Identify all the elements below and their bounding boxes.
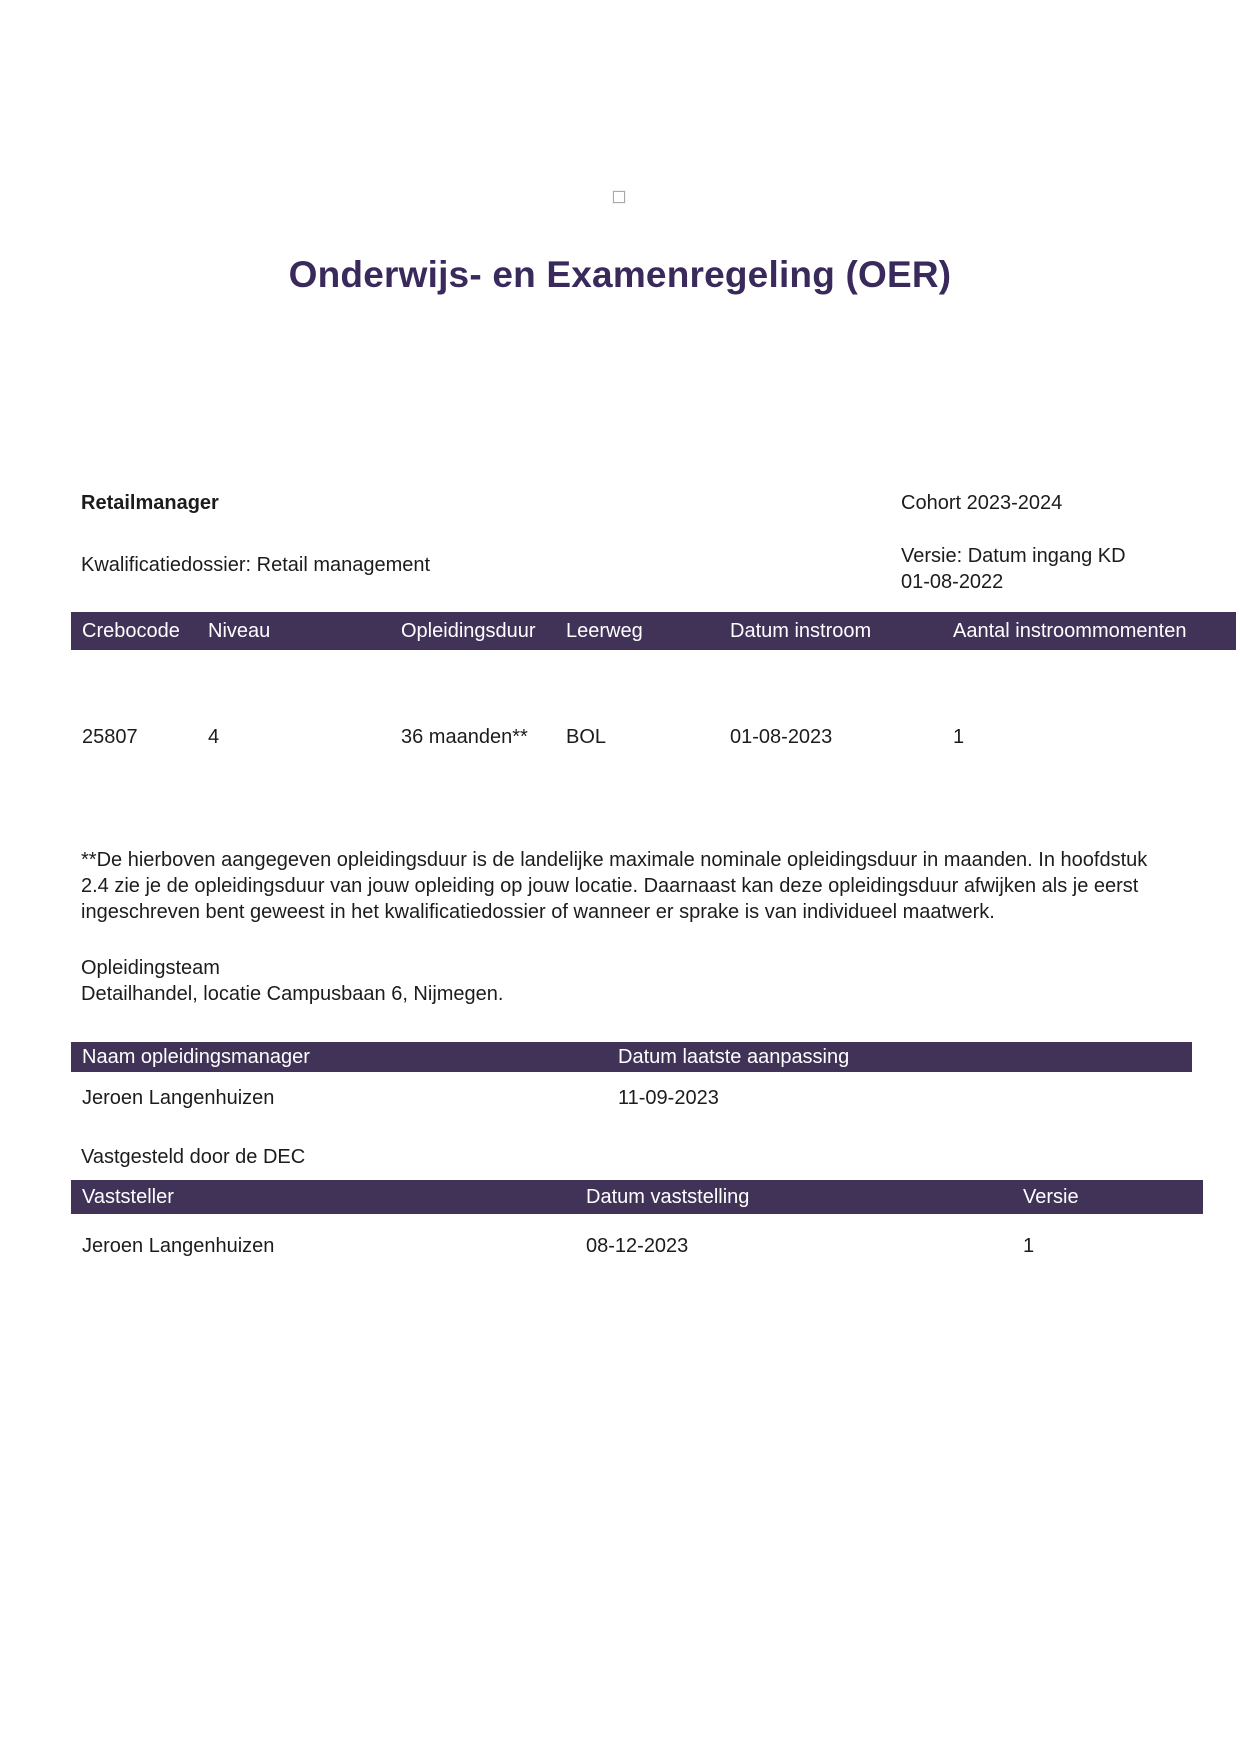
cell-datum-laatste-aanpassing: 11-09-2023 <box>618 1087 719 1109</box>
duration-note: **De hierboven aangegeven opleidingsduur is de landelijke maximale nominale opleidingsduur in maanden. In hoofdstuk 2.4 zie je de opleidingsduur van jouw opleiding op jouw locatie. Daarnaast kan deze opleidingsduur afwijken als je eerst ingeschreven bent geweest in het kwalificatiedossier of wanneer er sprake is van individueel maatwerk. <box>81 849 1148 923</box>
cell-datum-instroom: 01-08-2023 <box>730 726 833 748</box>
col-datum-instroom: Datum instroom <box>719 612 942 650</box>
program-table-row <box>71 650 1236 779</box>
cell-naam-opleidingsmanager: Jeroen Langenhuizen <box>82 1087 275 1109</box>
opleidingsteam-block <box>81 955 503 1007</box>
col-datum-vaststelling: Datum vaststelling <box>575 1180 1012 1214</box>
cell-aantal-instroommomenten: 1 <box>953 726 965 748</box>
cell-leerweg: BOL <box>566 726 607 748</box>
manager-table <box>71 1042 1192 1120</box>
opleidingsteam-heading: Opleidingsteam <box>81 957 220 979</box>
col-crebocode: Crebocode <box>71 612 197 650</box>
broken-image-icon <box>613 191 625 203</box>
cell-versie: 1 <box>1023 1235 1035 1257</box>
approval-table-header-row <box>71 1180 1203 1214</box>
cell-vaststeller: Jeroen Langenhuizen <box>82 1235 275 1257</box>
manager-table-row <box>71 1072 1192 1120</box>
col-aantal-instroommomenten: Aantal instroommomenten <box>942 612 1236 650</box>
program-table <box>71 612 1236 779</box>
col-vaststeller: Vaststeller <box>71 1180 575 1214</box>
program-table-header-row <box>71 612 1236 650</box>
col-datum-laatste-aanpassing: Datum laatste aanpassing <box>607 1042 1192 1072</box>
document-title: Onderwijs- en Examenregeling (OER) <box>288 254 952 295</box>
col-naam-opleidingsmanager: Naam opleidingsmanager <box>71 1042 607 1072</box>
approval-heading: Vastgesteld door de DEC <box>81 1146 306 1168</box>
col-versie: Versie <box>1012 1180 1203 1214</box>
manager-table-header-row <box>71 1042 1192 1072</box>
approval-table <box>71 1180 1203 1268</box>
qualification-dossier: Kwalificatiedossier: Retail management <box>81 554 431 576</box>
cell-datum-vaststelling: 08-12-2023 <box>586 1235 689 1257</box>
col-leerweg: Leerweg <box>555 612 719 650</box>
col-niveau: Niveau <box>197 612 390 650</box>
cell-opleidingsduur: 36 maanden** <box>401 726 528 748</box>
cell-crebocode: 25807 <box>82 726 138 748</box>
program-name: Retailmanager <box>81 492 219 514</box>
approval-table-row <box>71 1214 1203 1268</box>
opleidingsteam-detail: Detailhandel, locatie Campusbaan 6, Nijmegen. <box>81 983 504 1005</box>
version-label: Versie: Datum ingang KD 01-08-2022 <box>901 545 1126 593</box>
col-opleidingsduur: Opleidingsduur <box>390 612 555 650</box>
cell-niveau: 4 <box>208 726 220 748</box>
cohort-label: Cohort 2023-2024 <box>901 492 1063 514</box>
